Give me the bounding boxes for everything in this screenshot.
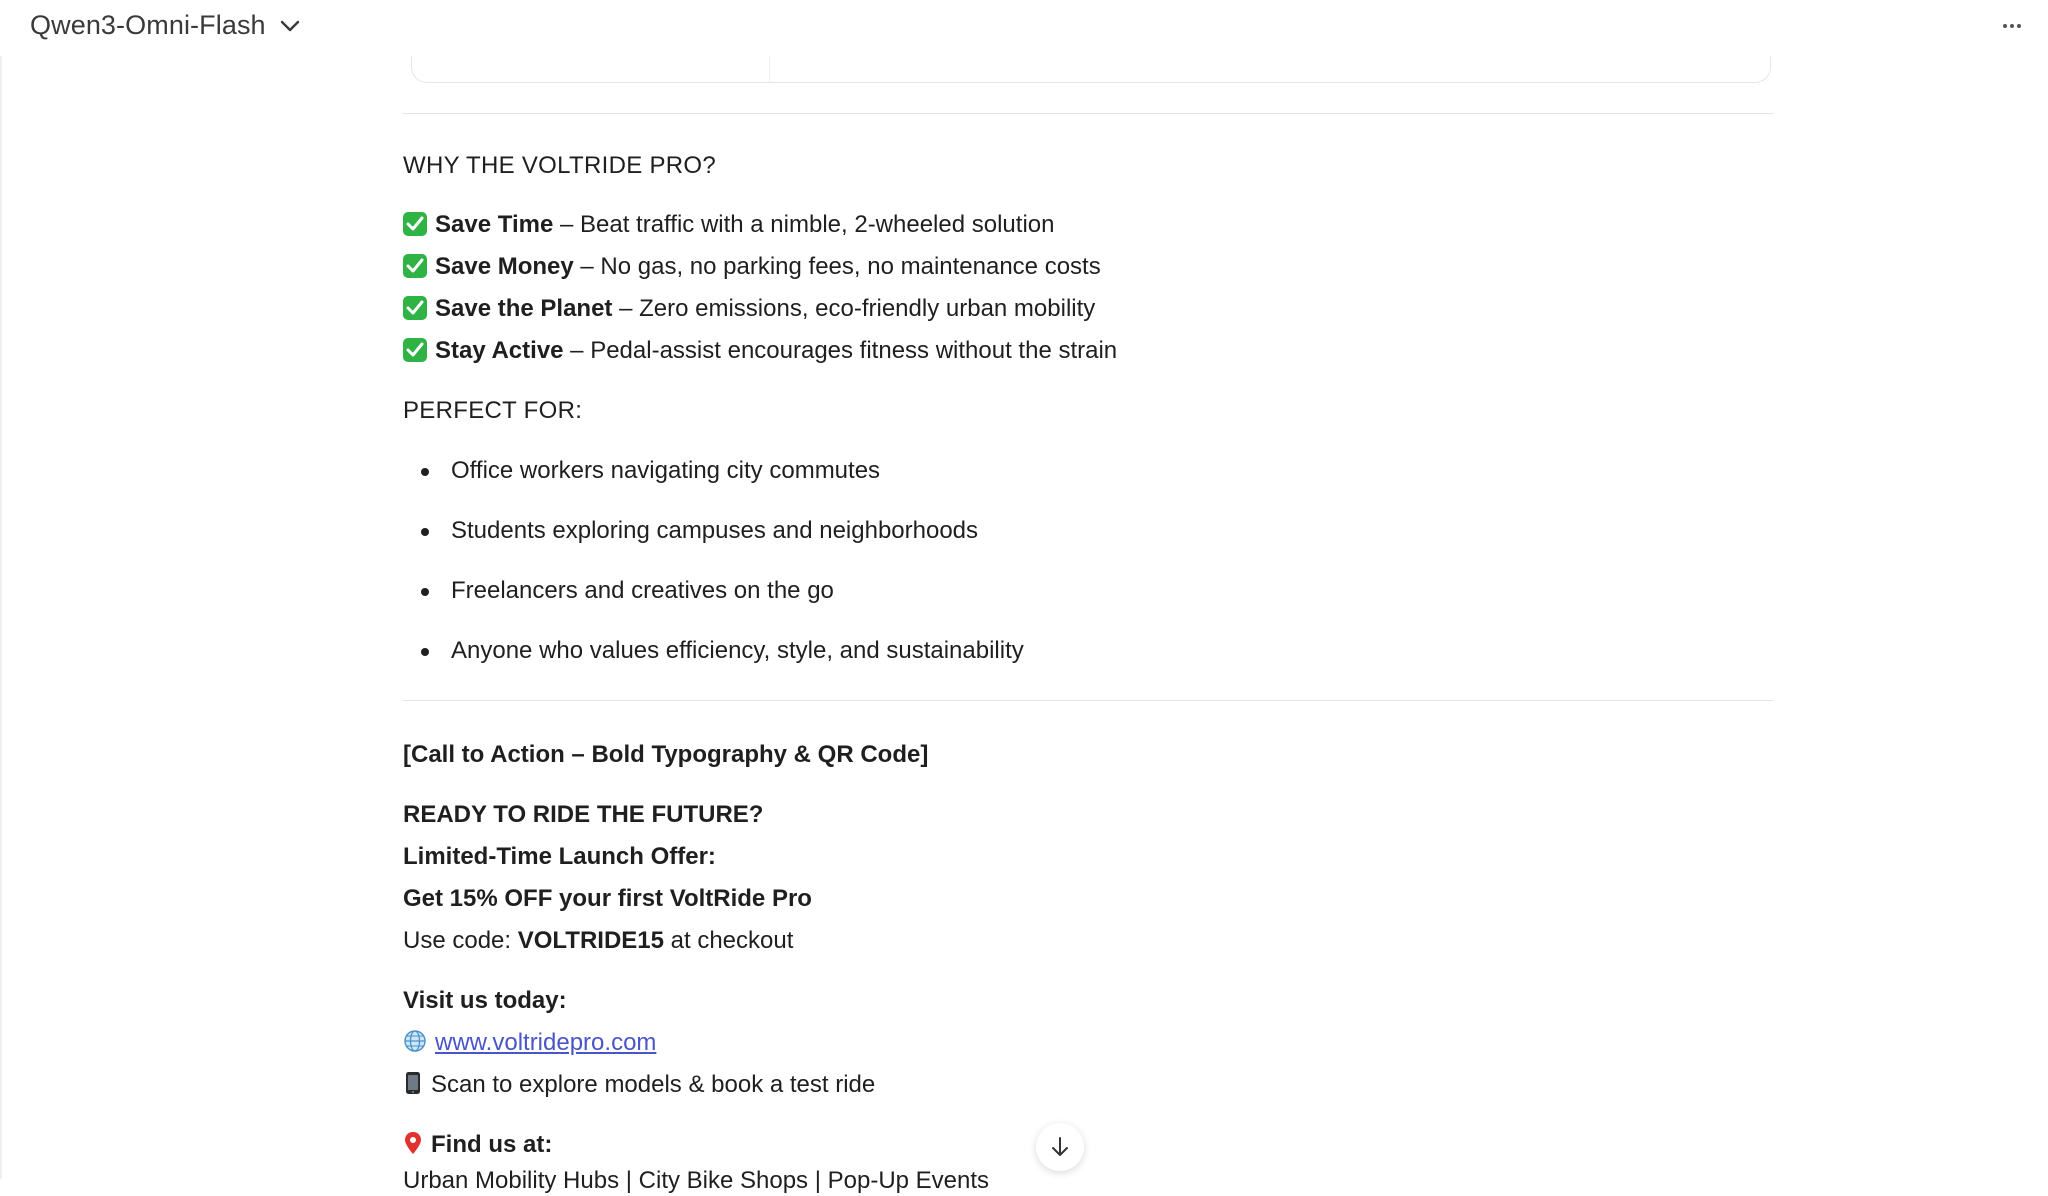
locations-text: Urban Mobility Hubs | City Bike Shops | Pop-Up Events <box>403 1167 990 1194</box>
globe-icon <box>403 1029 427 1061</box>
arrow-down-icon <box>1050 1136 1070 1158</box>
cta-discount: Get 15% OFF your first VoltRide Pro <box>403 885 812 912</box>
benefit-item <box>403 210 1054 240</box>
list-item-text: Office workers navigating city commutes <box>451 457 881 484</box>
benefit-item <box>403 336 1117 366</box>
list-item-text: Freelancers and creatives on the go <box>451 577 834 604</box>
benefit-desc: – Beat traffic with a nimble, 2-wheeled solution <box>553 211 1055 238</box>
cta-offer: Limited-Time Launch Offer: <box>403 843 716 870</box>
code-prefix: Use code: <box>403 927 518 954</box>
scroll-to-bottom-button[interactable] <box>1036 1123 1084 1171</box>
divider <box>403 113 1773 114</box>
left-edge <box>0 0 2 1179</box>
check-mark-icon <box>403 296 427 320</box>
benefit-desc: – Pedal-assist encourages fitness without the strain <box>563 337 1118 364</box>
cta-code-line <box>403 926 793 956</box>
code-suffix: at checkout <box>663 927 794 954</box>
find-us-heading: Find us at: <box>431 1131 553 1158</box>
bullet-icon <box>421 648 429 656</box>
list-item-text: Anyone who values efficiency, style, and sustainability <box>451 637 1024 664</box>
benefit-title: Stay Active <box>435 337 564 364</box>
top-bar <box>0 0 2048 56</box>
cta-headline: READY TO RIDE THE FUTURE? <box>403 801 764 828</box>
website-link[interactable]: www.voltridepro.com <box>435 1029 657 1056</box>
benefits-heading: WHY THE VOLTRIDE PRO? <box>403 152 717 179</box>
check-mark-icon <box>403 212 427 236</box>
bullet-icon <box>421 528 429 536</box>
find-us-line <box>403 1130 552 1163</box>
check-mark-icon <box>403 338 427 362</box>
promo-code: VOLTRIDE15 <box>517 927 664 954</box>
model-selector[interactable] <box>30 10 300 41</box>
benefit-desc: – No gas, no parking fees, no maintenance costs <box>573 253 1101 280</box>
location-pin-icon <box>403 1131 423 1163</box>
bullet-icon <box>421 468 429 476</box>
cta-section-label: [Call to Action – Bold Typography & QR Code] <box>403 741 929 768</box>
bullet-icon <box>421 588 429 596</box>
audience-heading: PERFECT FOR: <box>403 397 583 424</box>
chevron-down-icon <box>280 20 300 32</box>
visit-heading: Visit us today: <box>403 987 567 1014</box>
benefit-title: Save the Planet <box>435 295 613 322</box>
benefit-item <box>403 252 1101 282</box>
list-item-text: Students exploring campuses and neighborhoods <box>451 517 979 544</box>
check-mark-icon <box>403 254 427 278</box>
benefit-item <box>403 294 1095 324</box>
scan-line <box>403 1070 875 1103</box>
benefit-title: Save Time <box>435 211 554 238</box>
mobile-phone-icon <box>403 1071 423 1103</box>
website-line <box>403 1028 656 1061</box>
scan-text: Scan to explore models & book a test ride <box>431 1071 876 1098</box>
benefit-desc: – Zero emissions, eco-friendly urban mobility <box>612 295 1096 322</box>
model-name: Qwen3-Omni-Flash <box>30 10 266 40</box>
divider <box>403 700 1773 701</box>
benefit-title: Save Money <box>435 253 574 280</box>
more-options-icon[interactable] <box>1996 14 2028 38</box>
